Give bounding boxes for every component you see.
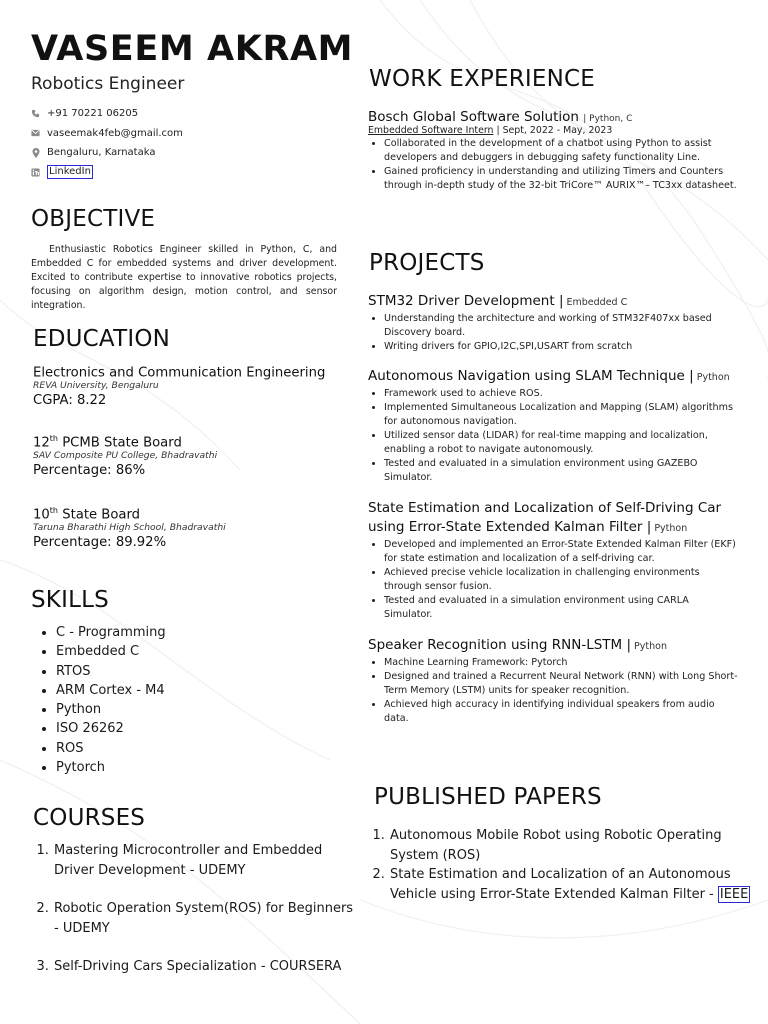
work-position: Embedded Software Intern — [368, 125, 494, 136]
project-bullet: • Machine Learning Framework: Pytorch — [384, 656, 740, 670]
education-item — [33, 364, 325, 408]
work-company: Bosch Global Software Solution | Python, C — [368, 109, 633, 125]
project-bullet: • Developed and implemented an Error-State Extended Kalman Filter (EKF) for state estimation and localization of a self-driving car. — [384, 538, 740, 566]
paper-item: 1. Autonomous Mobile Robot using Robotic Operating System (ROS) — [389, 826, 763, 865]
project-tag: Python — [693, 372, 730, 383]
work-entry — [368, 109, 740, 193]
work-position-line — [368, 125, 740, 136]
project-bullet: • Utilized sensor data (LIDAR) for real-time mapping and localization, enabling a robot to navigate autonomously. — [384, 429, 740, 457]
objective-heading: OBJECTIVE — [31, 206, 156, 232]
project-tag: Python — [651, 523, 688, 534]
project-item — [368, 292, 740, 354]
course-item: 3. Self-Driving Cars Specialization - COURSERA — [53, 957, 361, 977]
email-icon — [31, 129, 40, 138]
project-item — [368, 499, 740, 622]
skill-item: • ROS — [56, 739, 166, 758]
contact-phone — [31, 104, 183, 124]
education-institution: REVA University, Bengaluru — [33, 380, 159, 392]
project-bullet: • Tested and evaluated in a simulation environment using CARLA Simulator. — [384, 594, 740, 622]
skill-item: • C - Programming — [56, 623, 166, 642]
education-score: CGPA: 8.22 — [33, 393, 107, 409]
project-title: STM32 Driver Development | Embedded C — [368, 293, 628, 309]
paper-item: 2. State Estimation and Localization of an Autonomous Vehicle using Error-State Extended Kalman Filter - IEEE — [389, 865, 763, 904]
education-heading: EDUCATION — [33, 326, 171, 352]
work-tech: | Python, C — [583, 114, 633, 124]
education-institution: SAV Composite PU College, Bhadravathi — [33, 450, 218, 462]
project-bullet: • Framework used to achieve ROS. — [384, 387, 740, 401]
project-tag: Embedded C — [563, 297, 628, 308]
work-heading: WORK EXPERIENCE — [369, 66, 596, 92]
project-bullets — [368, 538, 740, 622]
projects-heading: PROJECTS — [369, 250, 485, 276]
skill-item: • ISO 26262 — [56, 719, 166, 738]
education-score: Percentage: 89.92% — [33, 535, 167, 551]
education-item — [33, 434, 217, 478]
location-icon — [31, 148, 40, 157]
skills-heading: SKILLS — [31, 587, 109, 613]
contact-email — [31, 124, 183, 144]
skill-item: • ARM Cortex - M4 — [56, 681, 166, 700]
project-tag: Python — [631, 641, 667, 652]
education-degree: 12th PCMB State Board — [33, 434, 182, 451]
work-bullet: • Collaborated in the development of a chatbot using Python to assist developers and debuggers in debugging safety functionality Line. — [384, 137, 740, 165]
location-text: Bengaluru, Karnataka — [47, 147, 156, 158]
education-item — [33, 506, 226, 550]
project-bullet: • Tested and evaluated in a simulation environment using GAZEBO Simulator. — [384, 457, 740, 485]
education-institution: Taruna Bharathi High School, Bhadravathi — [33, 522, 226, 534]
candidate-name: VASEEM AKRAM — [31, 29, 354, 69]
papers-heading: PUBLISHED PAPERS — [374, 784, 602, 810]
ieee-link[interactable]: IEEE — [719, 886, 749, 902]
course-item: 2. Robotic Operation System(ROS) for Beginners - UDEMY — [53, 899, 361, 938]
project-title: Speaker Recognition using RNN-LSTM | Python — [368, 637, 667, 653]
project-bullets — [368, 656, 740, 726]
skill-item: • Python — [56, 700, 166, 719]
contact-location — [31, 143, 183, 163]
project-bullets — [368, 387, 740, 485]
skills-list — [34, 623, 166, 777]
project-title: State Estimation and Localization of Self-Driving Car using Error-State Extended Kalman Filter | Python — [368, 500, 722, 535]
skill-item: • Pytorch — [56, 758, 166, 777]
project-bullets — [368, 312, 740, 354]
education-score: Percentage: 86% — [33, 463, 146, 479]
project-item — [368, 636, 740, 726]
project-bullet: • Achieved precise vehicle localization in challenging environments through sensor fusion. — [384, 566, 740, 594]
linkedin-icon — [31, 168, 40, 177]
papers-list — [369, 826, 763, 904]
project-item — [368, 367, 740, 485]
education-degree: 10th State Board — [33, 506, 141, 523]
work-dates: | Sept, 2022 - May, 2023 — [496, 125, 613, 136]
email-address[interactable]: vaseemak4feb@gmail.com — [47, 127, 183, 139]
courses-list — [33, 841, 361, 977]
phone-icon — [31, 109, 40, 118]
objective-text: Enthusiastic Robotics Engineer skilled in Python, C, and Embedded C for embedded systems and driver development. Excited to contribute expertise to innovative robotics projects, focusing on algorithm design, motion control, and sensor integration. — [31, 244, 337, 311]
job-title: Robotics Engineer — [31, 74, 185, 94]
contact-list — [31, 104, 183, 182]
project-bullet: • Implemented Simultaneous Localization and Mapping (SLAM) algorithms for autonomous navigation. — [384, 401, 740, 429]
project-title: Autonomous Navigation using SLAM Technique | Python — [368, 368, 730, 384]
education-degree: Electronics and Communication Engineering — [33, 365, 326, 381]
skill-item: • RTOS — [56, 662, 166, 681]
courses-heading: COURSES — [33, 805, 146, 831]
project-bullet: • Understanding the architecture and working of STM32F407xx based Discovery board. — [384, 312, 740, 340]
work-bullet: • Gained proficiency in understanding and utilizing Timers and Counters through in-depth study of the 32-bit TriCore™ AURIX™– TC3xx datasheet. — [384, 165, 740, 193]
project-bullet: • Designed and trained a Recurrent Neural Network (RNN) with Long Short-Term Memory (LSTM) units for speaker recognition. — [384, 670, 740, 698]
phone-number: +91 70221 06205 — [47, 108, 139, 119]
skill-item: • Embedded C — [56, 642, 166, 661]
course-item: 1. Mastering Microcontroller and Embedded Driver Development - UDEMY — [53, 841, 361, 880]
contact-linkedin — [31, 163, 183, 183]
project-bullet: • Achieved high accuracy in identifying individual speakers from audio data. — [384, 698, 740, 726]
work-bullets — [368, 137, 740, 193]
linkedin-link[interactable]: LinkedIn — [49, 166, 91, 178]
project-bullet: • Writing drivers for GPIO,I2C,SPI,USART from scratch — [384, 340, 740, 354]
